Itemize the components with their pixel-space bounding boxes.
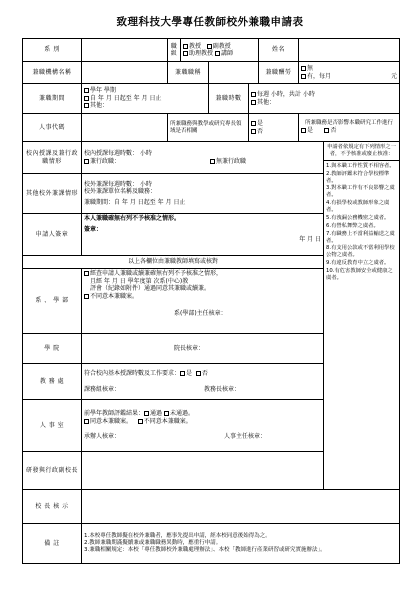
remarks-label: 備 註 bbox=[23, 524, 82, 564]
personnel-agree-checkbox[interactable] bbox=[84, 419, 89, 424]
period-other-checkbox[interactable] bbox=[84, 103, 89, 108]
rejection-item: 7.有職務上不當利益輸送之虞者。 bbox=[326, 230, 395, 244]
associate-professor-checkbox[interactable] bbox=[207, 44, 212, 49]
external-period-text: 兼職期間：自 年 月 日起至 年 月 日止 bbox=[84, 198, 186, 206]
external-hours-text: 校外兼課每週時數： 小時 bbox=[84, 180, 152, 188]
remark-item: 3.兼職相關規定：本校「專任教師校外兼職處理辦法」、本校「教師進行產業研習或研究實施辦法」。 bbox=[84, 546, 326, 553]
rejection-item: 6.有營私舞弊之虞者。 bbox=[326, 222, 379, 229]
period-dates-checkbox[interactable] bbox=[84, 96, 89, 101]
internal-teaching-label: 校內授課及兼行政職情形 bbox=[23, 142, 82, 174]
dean-academic-signature[interactable]: 教務長核章： bbox=[204, 385, 241, 393]
hours-label: 兼職時數 bbox=[209, 84, 249, 114]
pay-none-checkbox[interactable] bbox=[301, 66, 306, 71]
application-form-table bbox=[22, 38, 400, 564]
applicant-signature[interactable]: 簽章： bbox=[84, 225, 103, 233]
applicant-sign-cell bbox=[82, 214, 324, 256]
curriculum-signature[interactable]: 課務組核章： bbox=[84, 385, 121, 393]
rejection-item: 4.有損學校或教師形象之虞者。 bbox=[326, 200, 390, 213]
dept-label: 系 別 bbox=[23, 39, 82, 62]
aa-yes-checkbox[interactable] bbox=[180, 371, 185, 376]
dept-approve-checkbox[interactable] bbox=[84, 271, 89, 276]
rejection-item: 2.教師評鑑未符合學校標準者。 bbox=[326, 170, 390, 184]
id-code-field[interactable] bbox=[82, 114, 168, 142]
academic-affairs-cell: 符合校內基本授課時數及工作要求： 是 否 課務組核章： 教務長核章： bbox=[82, 364, 324, 400]
dept-head-signature[interactable]: 系(學部)主任核章： bbox=[174, 310, 227, 317]
related-options: 是 否 bbox=[249, 114, 299, 142]
pay-options: 無 有，每月 元 bbox=[299, 62, 400, 84]
name-field[interactable] bbox=[299, 39, 400, 62]
college-cell bbox=[82, 334, 324, 364]
related-yes-checkbox[interactable] bbox=[251, 121, 256, 126]
vice-president-label: 研發與行政副校長 bbox=[23, 452, 82, 490]
vice-president-field[interactable] bbox=[82, 452, 400, 490]
pay-label: 兼職酬勞 bbox=[259, 62, 299, 84]
internal-hours-text: 校內授課每週時數： 小時 bbox=[84, 150, 152, 157]
college-label: 學 院 bbox=[23, 334, 82, 364]
department-label: 系 、 學 部 bbox=[23, 269, 82, 334]
external-teaching-label: 其他校外兼課情形 bbox=[23, 174, 82, 214]
eval-fail-checkbox[interactable] bbox=[164, 411, 169, 416]
impact-yes-checkbox[interactable] bbox=[301, 128, 306, 133]
aa-no-checkbox[interactable] bbox=[196, 371, 201, 376]
form-title: 致理科技大學專任教師校外兼職申請表 bbox=[116, 16, 304, 28]
rejection-item: 1.與本職工作性質不相容者。 bbox=[326, 162, 395, 169]
applicant-pledge: 本人兼職確無右列不予核准之情形。 bbox=[84, 215, 181, 222]
related-question: 所兼職務與教學或研究專長領域是否相關 bbox=[168, 114, 249, 142]
related-no-checkbox[interactable] bbox=[251, 129, 256, 134]
job-title-field[interactable] bbox=[209, 62, 259, 84]
id-code-label: 人事代碼 bbox=[23, 114, 82, 142]
personnel-disagree-checkbox[interactable] bbox=[138, 419, 143, 424]
rejection-item: 5.有洩漏公務機密之虞者。 bbox=[326, 214, 390, 221]
section-header: 以上各欄位由兼職教師填寫或核對 bbox=[23, 256, 324, 269]
applicant-sign-label: 申請人簽章 bbox=[23, 214, 82, 256]
rejection-item: 9.有違反教育中立之虞者。 bbox=[326, 260, 390, 267]
hours-other-checkbox[interactable] bbox=[251, 100, 256, 105]
president-label: 校 長 核 示 bbox=[23, 490, 82, 524]
org-field[interactable] bbox=[82, 62, 168, 84]
personnel-head-signature[interactable]: 人事主任核章： bbox=[224, 433, 267, 441]
job-title-label: 兼職職稱 bbox=[168, 62, 209, 84]
remarks-cell bbox=[82, 524, 400, 564]
internal-teaching-cell: 校內授課每週時數： 小時 兼行政職： 無兼行政職 bbox=[82, 142, 324, 174]
remark-item: 1.本校專任教師擬在校外兼職者，應事先提出申請，經本校同意後始得為之。 bbox=[84, 533, 271, 540]
eval-pass-checkbox[interactable] bbox=[144, 411, 149, 416]
applicant-date: 年 月 日 bbox=[299, 236, 322, 243]
rejection-item: 10.有危害教師安全或健康之虞者。 bbox=[326, 268, 393, 281]
pay-have-checkbox[interactable] bbox=[301, 74, 306, 79]
impact-no-checkbox[interactable] bbox=[324, 128, 329, 133]
external-teaching-cell bbox=[82, 174, 324, 214]
lecturer-checkbox[interactable] bbox=[215, 51, 220, 56]
personnel-cell: 前學年教師評鑑結果： 通過 未通過。 同意本兼職案。 不同意本兼職案。 承辦人核章： 人事主任核章： bbox=[82, 400, 400, 452]
org-label: 兼職機構名稱 bbox=[23, 62, 82, 84]
rejection-item: 8.有支用公款或不當利用學校公物之虞者。 bbox=[326, 245, 395, 259]
dept-reject-checkbox[interactable] bbox=[84, 294, 89, 299]
period-label: 兼職期間 bbox=[23, 84, 82, 114]
external-unit-text: 校外兼課單位名稱及職務： bbox=[84, 188, 157, 196]
dean-signature[interactable]: 院長核章： bbox=[174, 344, 205, 352]
name-label: 姓名 bbox=[259, 39, 299, 62]
admin-no-checkbox[interactable] bbox=[210, 159, 215, 164]
personnel-label: 人 事 室 bbox=[23, 400, 82, 452]
impact-question: 所兼職務是否影響本職研究工作進行 bbox=[305, 120, 394, 127]
admin-yes-checkbox[interactable] bbox=[84, 159, 89, 164]
rank-label: 職級 bbox=[168, 39, 181, 62]
assistant-professor-checkbox[interactable] bbox=[183, 51, 188, 56]
academic-affairs-label: 教 務 處 bbox=[23, 364, 82, 400]
period-options: 學年 學期 自 年 月 日起至 年 月 日止 其他： bbox=[82, 84, 209, 114]
rank-options: 教授 副教授 助理教授 講師 bbox=[181, 39, 259, 62]
professor-checkbox[interactable] bbox=[183, 44, 188, 49]
period-semester-checkbox[interactable] bbox=[84, 88, 89, 93]
remark-item: 2.教師兼職期滿擬續兼或兼職職務異動時，應重行申請。 bbox=[84, 540, 222, 547]
president-field[interactable] bbox=[82, 490, 400, 524]
rejection-item: 3.對本職工作有不良影響之虞者。 bbox=[326, 185, 395, 199]
rejection-header: 申請者依規定有下列情形之一者，不予核准或廢止核准： bbox=[324, 142, 399, 161]
handler-signature[interactable]: 承辦人核章： bbox=[84, 433, 121, 441]
hours-weekly-checkbox[interactable] bbox=[251, 92, 256, 97]
dept-field[interactable] bbox=[82, 39, 168, 62]
hours-options: 每週 小時，共計 小時 其他： bbox=[249, 84, 400, 114]
impact-cell: 所兼職務是否影響本職研究工作進行 是 否 bbox=[299, 114, 400, 142]
department-cell: 經查申請人兼職或續兼確無右列不予核准之情形， 且經 年 月 日 學年度第 次系(中心)教 評會（紀錄如附件）通過同意其兼職或續兼。 不同意本兼職案。 系(學部)主任核章： bbox=[82, 269, 324, 334]
